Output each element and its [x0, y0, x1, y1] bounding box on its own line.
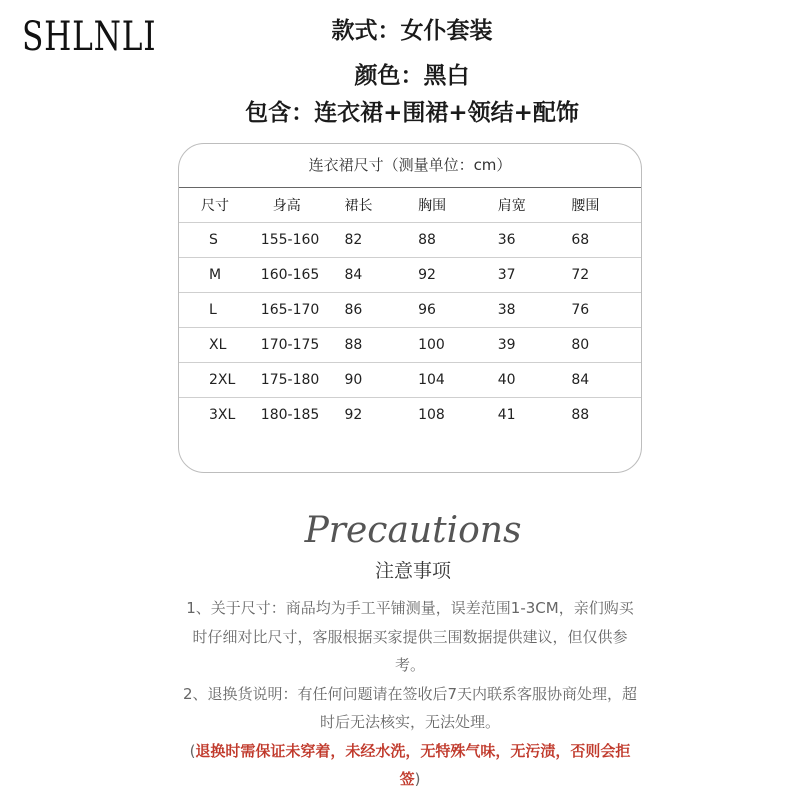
- precautions-title: Precautions: [304, 510, 522, 551]
- warning-close-paren: ): [414, 770, 421, 788]
- table-row: [179, 363, 641, 398]
- cell-length: 82: [344, 232, 363, 248]
- cell-length: 92: [344, 407, 363, 423]
- size-table: [179, 188, 641, 432]
- cell-bust: 100: [418, 337, 445, 353]
- cell-length: 84: [344, 267, 363, 283]
- cell-bust: 104: [418, 372, 445, 388]
- size-table-header-row: [179, 188, 641, 223]
- cell-shoulder: 36: [497, 232, 516, 248]
- table-row: [179, 223, 641, 258]
- cell-waist: 80: [571, 337, 590, 353]
- brand-logo: SHLNLI: [22, 14, 157, 60]
- cell-height: 155-160: [260, 232, 320, 248]
- cell-size: M: [209, 267, 222, 283]
- cell-size: S: [209, 232, 218, 248]
- header-waist: 腰围: [571, 198, 600, 214]
- table-row: [179, 328, 641, 363]
- cell-waist: 84: [571, 372, 590, 388]
- note-size: 1、关于尺寸：商品均为手工平铺测量，误差范围1-3CM，亲们购买时仔细对比尺寸，客服根据买家提供三围数据提供建议，但仅供参考。: [186, 599, 634, 674]
- header-shoulder: 肩宽: [497, 198, 526, 214]
- size-table-card: [178, 143, 642, 473]
- cell-size: L: [209, 302, 217, 318]
- cell-height: 165-170: [260, 302, 320, 318]
- warning-open-paren: (: [189, 741, 196, 760]
- cell-waist: 76: [571, 302, 590, 318]
- size-table-caption: 连衣裙尺寸（测量单位：cm）: [308, 156, 512, 174]
- cell-size: 3XL: [209, 407, 236, 423]
- cell-size: XL: [209, 337, 227, 353]
- header-length: 裙长: [344, 198, 373, 214]
- spec-contents: 包含：连衣裙+围裙+领结+配饰: [245, 100, 579, 126]
- precautions-subtitle: 注意事项: [374, 560, 451, 582]
- cell-size: 2XL: [209, 372, 236, 388]
- cell-shoulder: 40: [497, 372, 516, 388]
- cell-bust: 96: [418, 302, 436, 318]
- note-warning: 退换时需保证未穿着，未经水洗，无特殊气味，无污渍，否则会拒签: [195, 741, 631, 788]
- cell-height: 180-185: [260, 407, 320, 423]
- cell-waist: 68: [571, 232, 590, 248]
- cell-bust: 108: [418, 407, 445, 423]
- table-row: [179, 258, 641, 293]
- cell-shoulder: 37: [497, 267, 516, 283]
- cell-length: 90: [344, 372, 363, 388]
- precautions-notes: [180, 594, 640, 794]
- table-row: [179, 398, 641, 433]
- cell-waist: 72: [571, 267, 590, 283]
- cell-length: 86: [344, 302, 363, 318]
- cell-height: 175-180: [260, 372, 320, 388]
- cell-bust: 92: [418, 267, 436, 283]
- header-bust: 胸围: [418, 198, 447, 214]
- header-size: 尺寸: [201, 198, 229, 214]
- cell-shoulder: 38: [497, 302, 516, 318]
- spec-style: 款式：女仆套装: [331, 18, 493, 44]
- cell-waist: 88: [571, 407, 590, 423]
- cell-height: 160-165: [260, 267, 320, 283]
- cell-shoulder: 41: [497, 407, 516, 423]
- note-returns: 2、退换货说明：有任何问题请在签收后7天内联系客服协商处理，超时后无法核实，无法处理。: [182, 684, 638, 731]
- cell-bust: 88: [418, 232, 436, 248]
- cell-length: 88: [344, 337, 363, 353]
- header-height: 身高: [272, 198, 301, 214]
- note-warning-wrap: [180, 737, 640, 794]
- cell-height: 170-175: [260, 337, 320, 353]
- table-row: [179, 293, 641, 328]
- cell-shoulder: 39: [497, 337, 516, 353]
- spec-color: 颜色：黑白: [354, 63, 470, 89]
